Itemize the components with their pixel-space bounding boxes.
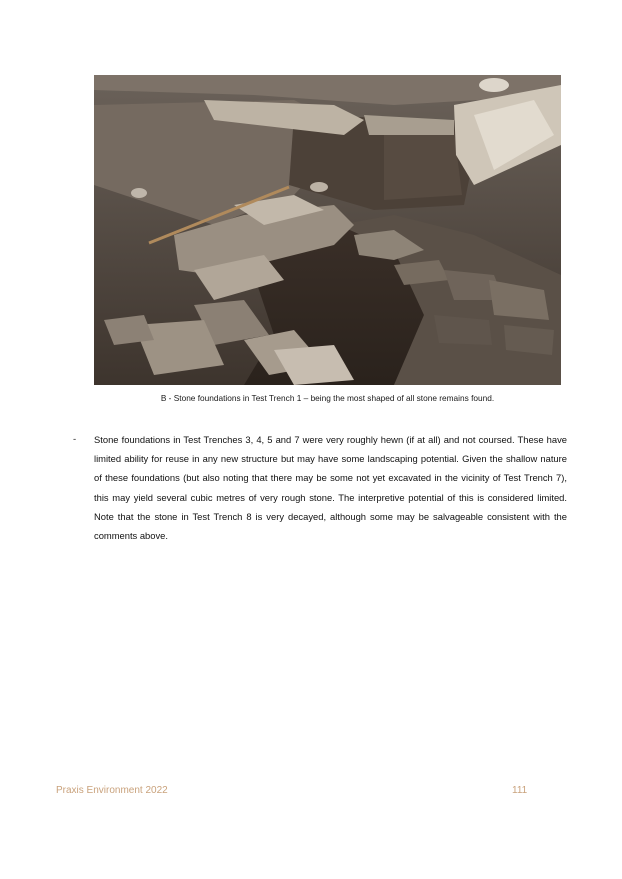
page-number: 111 [512,785,528,796]
excavation-photo [94,75,561,385]
footer-organisation: Praxis Environment 2022 [56,785,168,796]
figure-caption: B - Stone foundations in Test Trench 1 – being the most shaped of all stone remains found. [160,393,495,403]
bullet-marker: - [73,434,77,445]
bullet-paragraph: Stone foundations in Test Trenches 3, 4, 5 and 7 were very roughly hewn (if at all) and not coursed. These have limited ability for reuse in any new structure but may have some landscaping potential. Given the shallow nature of these foundations (but also noting that there may be some not yet excavated in the vicinity of Test Trench 7), this may yield several cubic metres of very rough stone. The interpretive potential of this is considered limited. Note that the stone in Test Trench 8 is very decayed, although some may be salvageable consistent with the comments above. [94,434,567,542]
